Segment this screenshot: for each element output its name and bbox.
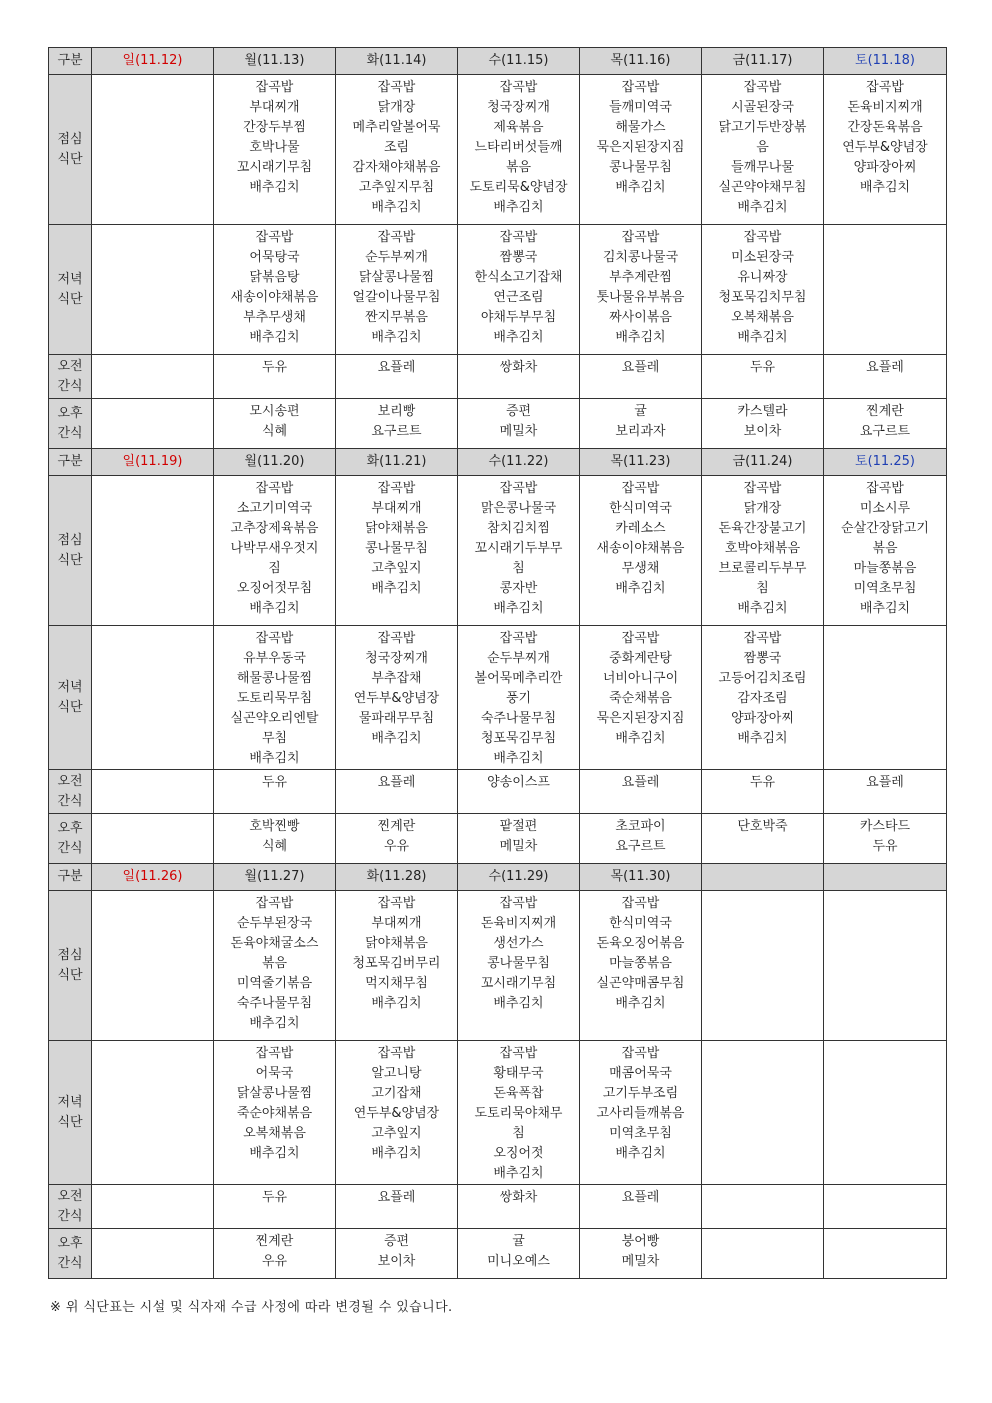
day-header: 월(11.13) xyxy=(214,48,336,75)
am-snack-cell: 요플레 xyxy=(580,355,702,399)
dinner-cell: 잡곡밥 미소된장국 유니짜장 청포묵김치무침 오복채볶음 배추김치 xyxy=(702,225,824,355)
day-header: 화(11.28) xyxy=(336,864,458,891)
lunch-cell xyxy=(92,891,214,1041)
pm-snack-cell: 찐계란 우유 xyxy=(336,814,458,864)
week-2-pm_snack-row xyxy=(49,814,947,864)
am-snack-cell: 쌍화차 xyxy=(458,355,580,399)
week-1-am_snack-row xyxy=(49,355,947,399)
week-2-dinner-row xyxy=(49,626,947,770)
am-snack-cell xyxy=(824,1185,947,1229)
day-header: 토(11.18) xyxy=(824,48,947,75)
dinner-cell xyxy=(92,1041,214,1185)
dinner-cell: 잡곡밥 어묵국 닭살콩나물찜 죽순야채볶음 오복채볶음 배추김치 xyxy=(214,1041,336,1185)
day-header: 수(11.22) xyxy=(458,449,580,476)
pm-snack-cell: 찐계란 요구르트 xyxy=(824,399,947,449)
am-snack-cell: 요플레 xyxy=(336,770,458,814)
dinner-cell: 잡곡밥 유부우동국 해물콩나물찜 도토리묵무침 실곤약오리엔탈 무침 배추김치 xyxy=(214,626,336,770)
lunch-cell: 잡곡밥 청국장찌개 제육볶음 느타리버섯들깨 볶음 도토리묵&양념장 배추김치 xyxy=(458,75,580,225)
pm-snack-cell xyxy=(702,1229,824,1279)
lunch-cell: 잡곡밥 부대찌개 닭야채볶음 청포묵김버무리 먹지채무침 배추김치 xyxy=(336,891,458,1041)
lunch-cell: 잡곡밥 닭개장 돈육간장불고기 호박야채볶음 브로콜리두부무 침 배추김치 xyxy=(702,476,824,626)
pm-snack-cell: 찐계란 우유 xyxy=(214,1229,336,1279)
am-snack-cell xyxy=(92,770,214,814)
dinner-cell xyxy=(702,1041,824,1185)
lunch-cell: 잡곡밥 돈육비지찌개 생선가스 콩나물무침 꼬시래기무침 배추김치 xyxy=(458,891,580,1041)
pm-snack-cell xyxy=(92,1229,214,1279)
day-header: 금(11.24) xyxy=(702,449,824,476)
pm-snack-cell: 호박찐빵 식혜 xyxy=(214,814,336,864)
pm-snack-cell: 증편 메밀차 xyxy=(458,399,580,449)
lunch-cell: 잡곡밥 소고기미역국 고추장제육볶음 나박무새우젓지 짐 오징어젓무침 배추김치 xyxy=(214,476,336,626)
row-label-am-snack: 오전 간식 xyxy=(49,1185,92,1229)
dinner-cell xyxy=(824,1041,947,1185)
lunch-cell xyxy=(702,891,824,1041)
day-header: 토(11.25) xyxy=(824,449,947,476)
am-snack-cell: 요플레 xyxy=(336,355,458,399)
row-label-am-snack: 오전 간식 xyxy=(49,355,92,399)
dinner-cell: 잡곡밥 순두부찌개 볼어묵메추리깐 풍기 숙주나물무침 청포묵김무침 배추김치 xyxy=(458,626,580,770)
dinner-cell: 잡곡밥 알고니탕 고기잡채 연두부&양념장 고추잎지 배추김치 xyxy=(336,1041,458,1185)
day-header: 금(11.17) xyxy=(702,48,824,75)
pm-snack-cell: 초코파이 요구르트 xyxy=(580,814,702,864)
dinner-cell xyxy=(92,225,214,355)
day-header: 수(11.29) xyxy=(458,864,580,891)
pm-snack-cell: 카스타드 두유 xyxy=(824,814,947,864)
dinner-cell: 잡곡밥 짬뽕국 고등어김치조림 감자조림 양파장아찌 배추김치 xyxy=(702,626,824,770)
footnote: ※ 위 식단표는 시설 및 식자재 수급 사정에 따라 변경될 수 있습니다. xyxy=(50,1300,453,1315)
am-snack-cell: 두유 xyxy=(214,1185,336,1229)
pm-snack-cell xyxy=(92,399,214,449)
day-header: 목(11.16) xyxy=(580,48,702,75)
am-snack-cell: 두유 xyxy=(702,355,824,399)
row-label-header: 구분 xyxy=(49,48,92,75)
pm-snack-cell: 팥절편 메밀차 xyxy=(458,814,580,864)
weekly-menu-table xyxy=(48,47,947,1279)
am-snack-cell: 요플레 xyxy=(824,770,947,814)
day-header xyxy=(824,864,947,891)
lunch-cell: 잡곡밥 순두부된장국 돈육야채굴소스 볶음 미역줄기볶음 숙주나물무침 배추김치 xyxy=(214,891,336,1041)
week-3-days-row xyxy=(49,864,947,891)
pm-snack-cell: 단호박죽 xyxy=(702,814,824,864)
row-label-pm-snack: 오후 간식 xyxy=(49,814,92,864)
pm-snack-cell xyxy=(92,814,214,864)
lunch-cell: 잡곡밥 미소시루 순살간장닭고기 볶음 마늘쫑볶음 미역초무침 배추김치 xyxy=(824,476,947,626)
row-label-dinner: 저녁 식단 xyxy=(49,1041,92,1185)
dinner-cell: 잡곡밥 황태무국 돈육폭찹 도토리묵야채무 침 오징어젓 배추김치 xyxy=(458,1041,580,1185)
am-snack-cell: 요플레 xyxy=(336,1185,458,1229)
lunch-cell xyxy=(92,75,214,225)
row-label-lunch: 점심 식단 xyxy=(49,476,92,626)
pm-snack-cell xyxy=(824,1229,947,1279)
day-header: 수(11.15) xyxy=(458,48,580,75)
row-label-header: 구분 xyxy=(49,864,92,891)
row-label-lunch: 점심 식단 xyxy=(49,891,92,1041)
lunch-cell: 잡곡밥 돈육비지찌개 간장돈육볶음 연두부&양념장 양파장아찌 배추김치 xyxy=(824,75,947,225)
dinner-cell: 잡곡밥 어묵탕국 닭볶음탕 새송이야채볶음 부추무생채 배추김치 xyxy=(214,225,336,355)
lunch-cell: 잡곡밥 닭개장 메추리알볼어묵 조림 감자채야채볶음 고추잎지무침 배추김치 xyxy=(336,75,458,225)
am-snack-cell: 쌍화차 xyxy=(458,1185,580,1229)
dinner-cell: 잡곡밥 순두부찌개 닭살콩나물찜 얼갈이나물무침 짠지무볶음 배추김치 xyxy=(336,225,458,355)
dinner-cell xyxy=(92,626,214,770)
dinner-cell xyxy=(824,626,947,770)
am-snack-cell: 요플레 xyxy=(580,1185,702,1229)
lunch-cell: 잡곡밥 들깨미역국 해물가스 묵은지된장지짐 콩나물무침 배추김치 xyxy=(580,75,702,225)
lunch-cell: 잡곡밥 부대찌개 간장두부찜 호박나물 꼬시래기무침 배추김치 xyxy=(214,75,336,225)
week-1-dinner-row xyxy=(49,225,947,355)
am-snack-cell: 요플레 xyxy=(824,355,947,399)
am-snack-cell xyxy=(92,1185,214,1229)
pm-snack-cell: 보리빵 요구르트 xyxy=(336,399,458,449)
week-2-lunch-row xyxy=(49,476,947,626)
am-snack-cell: 두유 xyxy=(214,355,336,399)
lunch-cell xyxy=(824,891,947,1041)
lunch-cell: 잡곡밥 한식미역국 카레소스 새송이야채볶음 무생채 배추김치 xyxy=(580,476,702,626)
pm-snack-cell: 붕어빵 메밀차 xyxy=(580,1229,702,1279)
day-header xyxy=(702,864,824,891)
lunch-cell: 잡곡밥 한식미역국 돈육오징어볶음 마늘쫑볶음 실곤약매콤무침 배추김치 xyxy=(580,891,702,1041)
dinner-cell: 잡곡밥 김치콩나물국 부추계란찜 톳나물유부볶음 짜사이볶음 배추김치 xyxy=(580,225,702,355)
day-header: 화(11.14) xyxy=(336,48,458,75)
dinner-cell: 잡곡밥 중화계란탕 너비아니구이 죽순채볶음 묵은지된장지짐 배추김치 xyxy=(580,626,702,770)
row-label-pm-snack: 오후 간식 xyxy=(49,399,92,449)
dinner-cell: 잡곡밥 청국장찌개 부추잡채 연두부&양념장 물파래무무침 배추김치 xyxy=(336,626,458,770)
day-header: 화(11.21) xyxy=(336,449,458,476)
day-header: 일(11.12) xyxy=(92,48,214,75)
dinner-cell xyxy=(824,225,947,355)
day-header: 일(11.26) xyxy=(92,864,214,891)
week-3-am_snack-row xyxy=(49,1185,947,1229)
week-2-am_snack-row xyxy=(49,770,947,814)
lunch-cell: 잡곡밥 맑은콩나물국 참치김치찜 꼬시래기두부무 침 콩자반 배추김치 xyxy=(458,476,580,626)
am-snack-cell: 양송이스프 xyxy=(458,770,580,814)
week-3-dinner-row xyxy=(49,1041,947,1185)
am-snack-cell: 요플레 xyxy=(580,770,702,814)
row-label-dinner: 저녁 식단 xyxy=(49,225,92,355)
day-header: 일(11.19) xyxy=(92,449,214,476)
pm-snack-cell: 카스텔라 보이차 xyxy=(702,399,824,449)
am-snack-cell xyxy=(702,1185,824,1229)
week-1-pm_snack-row xyxy=(49,399,947,449)
week-1-days-row xyxy=(49,48,947,75)
row-label-lunch: 점심 식단 xyxy=(49,75,92,225)
am-snack-cell: 두유 xyxy=(214,770,336,814)
day-header: 월(11.27) xyxy=(214,864,336,891)
am-snack-cell xyxy=(92,355,214,399)
am-snack-cell: 두유 xyxy=(702,770,824,814)
dinner-cell: 잡곡밥 매콤어묵국 고기두부조림 고사리들깨볶음 미역초무침 배추김치 xyxy=(580,1041,702,1185)
lunch-cell xyxy=(92,476,214,626)
week-3-pm_snack-row xyxy=(49,1229,947,1279)
row-label-pm-snack: 오후 간식 xyxy=(49,1229,92,1279)
week-3-lunch-row xyxy=(49,891,947,1041)
week-1-lunch-row xyxy=(49,75,947,225)
day-header: 목(11.23) xyxy=(580,449,702,476)
pm-snack-cell: 귤 미니오예스 xyxy=(458,1229,580,1279)
row-label-header: 구분 xyxy=(49,449,92,476)
pm-snack-cell: 귤 보리과자 xyxy=(580,399,702,449)
row-label-am-snack: 오전 간식 xyxy=(49,770,92,814)
row-label-dinner: 저녁 식단 xyxy=(49,626,92,770)
pm-snack-cell: 모시송편 식혜 xyxy=(214,399,336,449)
day-header: 월(11.20) xyxy=(214,449,336,476)
day-header: 목(11.30) xyxy=(580,864,702,891)
week-2-days-row xyxy=(49,449,947,476)
lunch-cell: 잡곡밥 시골된장국 닭고기두반장볶 음 들깨무나물 실곤약야채무침 배추김치 xyxy=(702,75,824,225)
dinner-cell: 잡곡밥 짬뽕국 한식소고기잡채 연근조림 야채두부무침 배추김치 xyxy=(458,225,580,355)
pm-snack-cell: 증편 보이차 xyxy=(336,1229,458,1279)
lunch-cell: 잡곡밥 부대찌개 닭야채볶음 콩나물무침 고추잎지 배추김치 xyxy=(336,476,458,626)
